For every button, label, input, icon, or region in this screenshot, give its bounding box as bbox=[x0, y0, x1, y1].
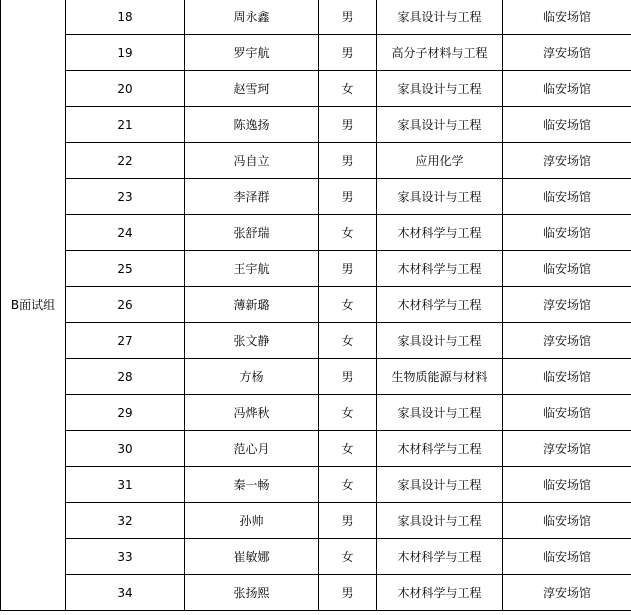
student-major: 家具设计与工程 bbox=[377, 503, 503, 539]
student-name: 冯烨秋 bbox=[185, 395, 319, 431]
roster-body bbox=[1, 0, 631, 611]
exam-venue: 临安场馆 bbox=[503, 251, 631, 287]
student-major: 木材科学与工程 bbox=[377, 251, 503, 287]
table-row bbox=[1, 287, 631, 323]
interview-group-label: B面试组 bbox=[1, 0, 66, 611]
student-name: 王宇航 bbox=[185, 251, 319, 287]
student-major: 家具设计与工程 bbox=[377, 0, 503, 35]
exam-venue: 淳安场馆 bbox=[503, 575, 631, 611]
exam-venue: 临安场馆 bbox=[503, 71, 631, 107]
exam-venue: 临安场馆 bbox=[503, 0, 631, 35]
table-row bbox=[1, 539, 631, 575]
student-major: 应用化学 bbox=[377, 143, 503, 179]
student-major: 木材科学与工程 bbox=[377, 539, 503, 575]
student-name: 范心月 bbox=[185, 431, 319, 467]
exam-venue: 淳安场馆 bbox=[503, 323, 631, 359]
student-name: 秦一畅 bbox=[185, 467, 319, 503]
student-gender: 女 bbox=[319, 71, 377, 107]
exam-venue: 临安场馆 bbox=[503, 107, 631, 143]
student-gender: 女 bbox=[319, 287, 377, 323]
student-major: 家具设计与工程 bbox=[377, 467, 503, 503]
row-number: 30 bbox=[66, 431, 185, 467]
row-number: 21 bbox=[66, 107, 185, 143]
exam-venue: 临安场馆 bbox=[503, 539, 631, 575]
row-number: 28 bbox=[66, 359, 185, 395]
student-gender: 女 bbox=[319, 395, 377, 431]
exam-venue: 淳安场馆 bbox=[503, 143, 631, 179]
row-number: 22 bbox=[66, 143, 185, 179]
student-gender: 女 bbox=[319, 215, 377, 251]
row-number: 33 bbox=[66, 539, 185, 575]
table-row bbox=[1, 467, 631, 503]
student-major: 家具设计与工程 bbox=[377, 71, 503, 107]
exam-venue: 临安场馆 bbox=[503, 395, 631, 431]
table-row bbox=[1, 35, 631, 71]
student-gender: 女 bbox=[319, 323, 377, 359]
row-number: 31 bbox=[66, 467, 185, 503]
student-name: 赵雪珂 bbox=[185, 71, 319, 107]
table-row bbox=[1, 395, 631, 431]
student-name: 张舒瑞 bbox=[185, 215, 319, 251]
student-major: 木材科学与工程 bbox=[377, 575, 503, 611]
table-row bbox=[1, 323, 631, 359]
student-name: 罗宇航 bbox=[185, 35, 319, 71]
exam-venue: 临安场馆 bbox=[503, 467, 631, 503]
row-number: 19 bbox=[66, 35, 185, 71]
student-gender: 男 bbox=[319, 251, 377, 287]
student-gender: 女 bbox=[319, 467, 377, 503]
exam-venue: 临安场馆 bbox=[503, 179, 631, 215]
row-number: 18 bbox=[66, 0, 185, 35]
table-row bbox=[1, 431, 631, 467]
student-gender: 男 bbox=[319, 107, 377, 143]
student-gender: 男 bbox=[319, 179, 377, 215]
table-row bbox=[1, 575, 631, 611]
student-name: 崔敏娜 bbox=[185, 539, 319, 575]
student-name: 张文静 bbox=[185, 323, 319, 359]
student-gender: 男 bbox=[319, 35, 377, 71]
table-row bbox=[1, 0, 631, 35]
table-row bbox=[1, 107, 631, 143]
student-name: 方杨 bbox=[185, 359, 319, 395]
row-number: 27 bbox=[66, 323, 185, 359]
student-name: 陈逸扬 bbox=[185, 107, 319, 143]
student-name: 孙帅 bbox=[185, 503, 319, 539]
row-number: 34 bbox=[66, 575, 185, 611]
student-gender: 男 bbox=[319, 575, 377, 611]
row-number: 29 bbox=[66, 395, 185, 431]
student-major: 家具设计与工程 bbox=[377, 323, 503, 359]
student-major: 木材科学与工程 bbox=[377, 215, 503, 251]
student-major: 木材科学与工程 bbox=[377, 287, 503, 323]
student-major: 高分子材料与工程 bbox=[377, 35, 503, 71]
exam-venue: 临安场馆 bbox=[503, 359, 631, 395]
row-number: 26 bbox=[66, 287, 185, 323]
exam-venue: 临安场馆 bbox=[503, 503, 631, 539]
student-major: 家具设计与工程 bbox=[377, 107, 503, 143]
student-gender: 男 bbox=[319, 503, 377, 539]
row-number: 32 bbox=[66, 503, 185, 539]
student-name: 周永鑫 bbox=[185, 0, 319, 35]
row-number: 20 bbox=[66, 71, 185, 107]
row-number: 24 bbox=[66, 215, 185, 251]
student-gender: 男 bbox=[319, 143, 377, 179]
row-number: 23 bbox=[66, 179, 185, 215]
student-major: 木材科学与工程 bbox=[377, 431, 503, 467]
table-row bbox=[1, 143, 631, 179]
table-row bbox=[1, 215, 631, 251]
student-name: 张扬熙 bbox=[185, 575, 319, 611]
exam-venue: 淳安场馆 bbox=[503, 287, 631, 323]
table-row bbox=[1, 251, 631, 287]
student-gender: 男 bbox=[319, 0, 377, 35]
student-name: 薄新璐 bbox=[185, 287, 319, 323]
student-name: 冯自立 bbox=[185, 143, 319, 179]
exam-venue: 临安场馆 bbox=[503, 215, 631, 251]
table-row bbox=[1, 179, 631, 215]
row-number: 25 bbox=[66, 251, 185, 287]
exam-venue: 淳安场馆 bbox=[503, 35, 631, 71]
student-gender: 男 bbox=[319, 359, 377, 395]
student-name: 李泽群 bbox=[185, 179, 319, 215]
student-gender: 女 bbox=[319, 431, 377, 467]
table-row bbox=[1, 71, 631, 107]
table-row bbox=[1, 359, 631, 395]
table-row bbox=[1, 503, 631, 539]
student-major: 家具设计与工程 bbox=[377, 179, 503, 215]
student-major: 生物质能源与材料 bbox=[377, 359, 503, 395]
student-major: 家具设计与工程 bbox=[377, 395, 503, 431]
student-gender: 女 bbox=[319, 539, 377, 575]
exam-venue: 淳安场馆 bbox=[503, 431, 631, 467]
